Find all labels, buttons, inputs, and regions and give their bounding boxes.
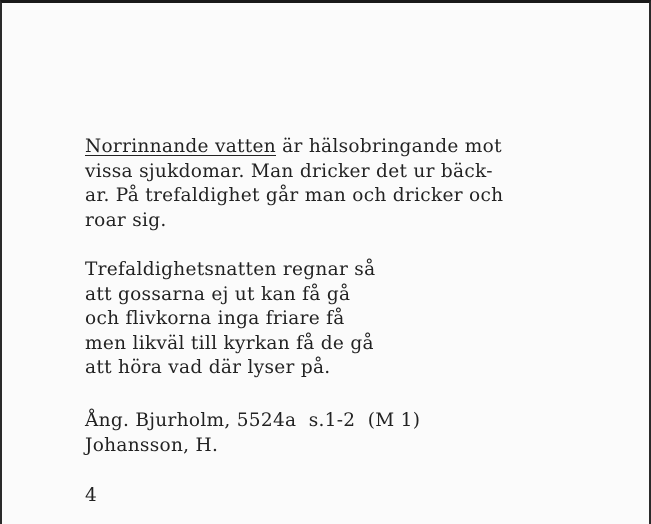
verse-line: att gossarna ej ut kan få gå (85, 283, 351, 305)
description-line-1 (85, 135, 503, 160)
description-paragraph (85, 135, 503, 233)
source-line-informant: Johansson, H. (85, 434, 219, 456)
verse-line: att höra vad där lyser på. (85, 357, 331, 378)
description-line-4: roar sig. (85, 209, 167, 231)
description-line-3: ar. På trefaldighet går man och dricker och (85, 185, 504, 206)
verse-line: och flivkorna inga friare få (85, 308, 345, 329)
verse-line: men likväl till kyrkan få de gå (85, 332, 374, 354)
verse-line: Trefaldighetsnatten regnar så (85, 259, 376, 280)
verse-paragraph (85, 258, 375, 381)
underlined-term: Norrinnande vatten (85, 136, 276, 157)
card-number: 4 (85, 485, 98, 506)
source-line-location: Ång. Bjurholm, 5524a s.1-2 (M 1) (85, 410, 421, 431)
source-reference (85, 409, 420, 458)
description-line-1-rest: är hälsobringande mot (276, 136, 502, 157)
description-line-2: vissa sjukdomar. Man dricker det ur bäck- (85, 160, 493, 182)
